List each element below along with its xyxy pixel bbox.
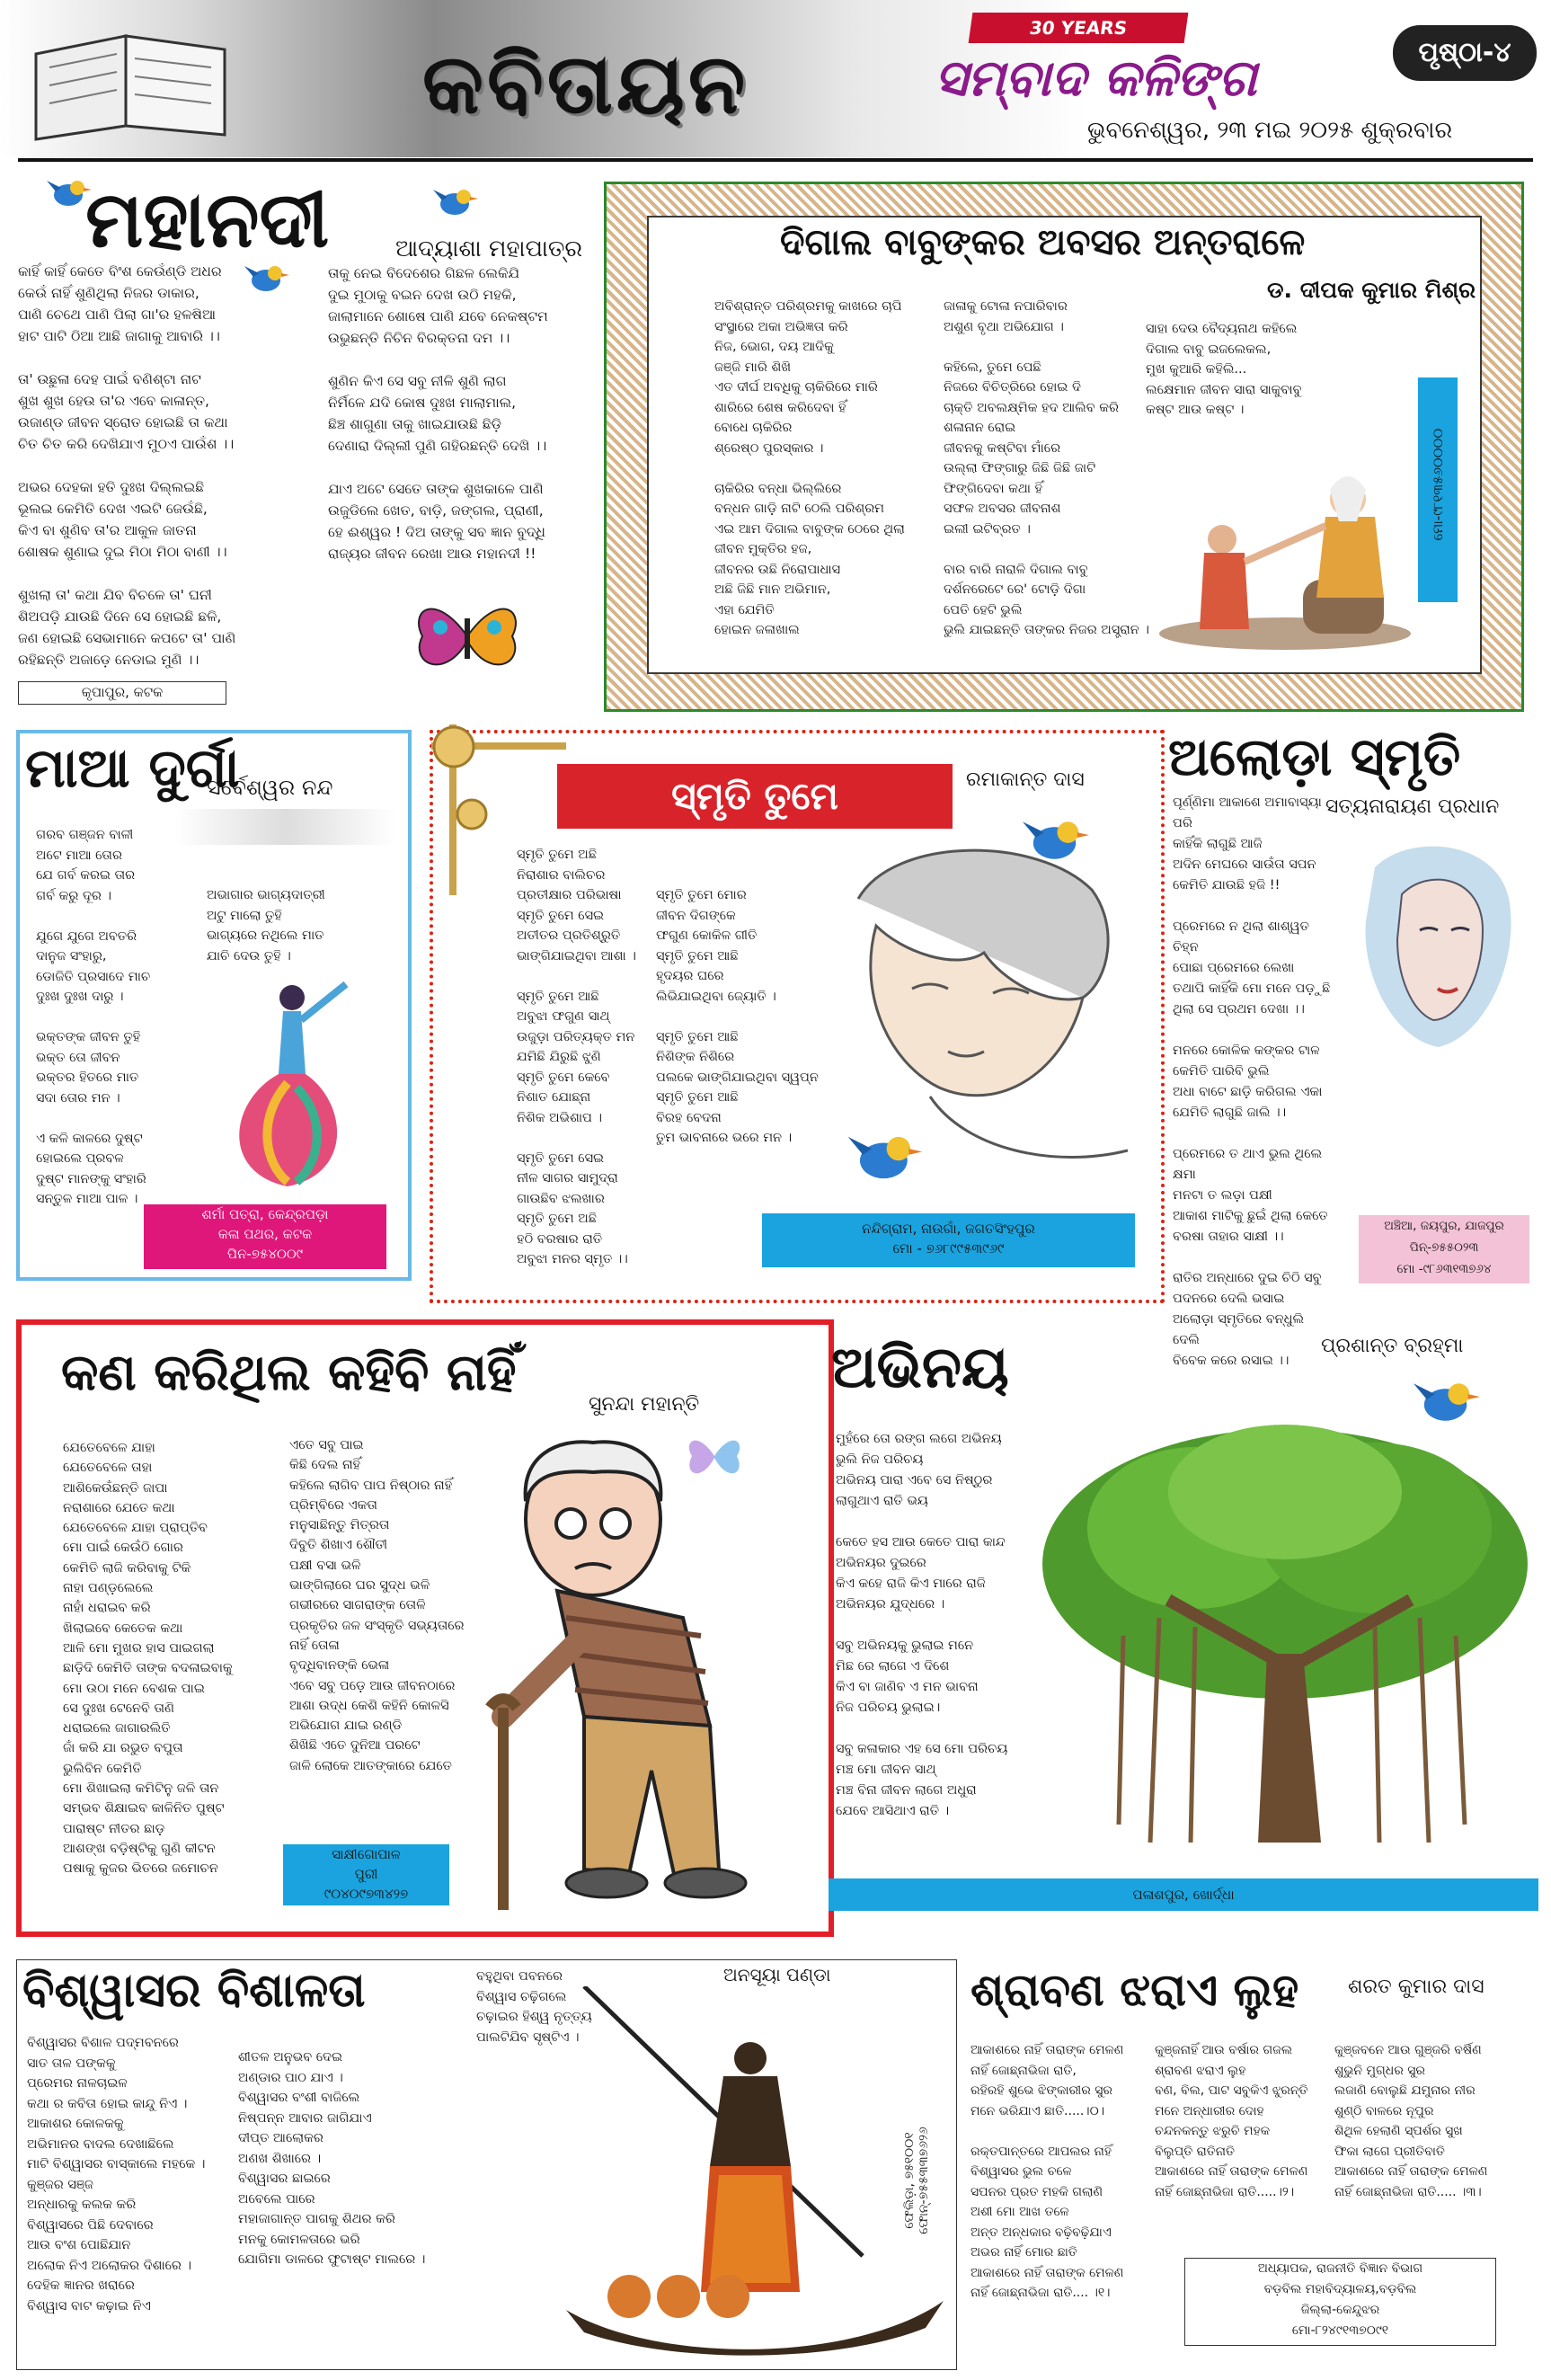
poem-author-mahanadi: ଆଦ୍ୟାଶା ମହାପାତ୍ର xyxy=(395,235,583,262)
poem-body-biswas-col1: ବିଶ୍ୱାସର ବିଶାଳ ପଦ୍ମବନରେ ସାତ ତାଳ ପଙ୍କକୁ ପ୍ରେମର ନାଳଚାଇଳ କଥା ର କବିତା ହୋଇ କାନ୍ଦୁ ନିଏ । ଆକାଶର କୋଳକକୁ ଅଭିମାନର ବାଦଲ ଦେଖାଛିଲେ ମାଟି ବିଶ୍ୱାସର ବାସ୍କାଲେ ମହକେ । କୁଞ୍ଜର ସଞ୍ଜ ଅନ୍ଧାରକୁ କଲକ କରି ବିଶ୍ୱାସରେ ପିଛି ଦେବାରେ ଆଉ ବଂଶ ପୋଛିଯାନ ଅଲୋକ ନିଏ ଅଲୋକର ଦିଶାରେ । ଦେହିକ ଜ୍ଞାନର ଖରାରେ ବିଶ୍ୱାସ ବାଟ କଢ଼ାଇ ନିଏ xyxy=(27,2036,206,2313)
poem-title-smruti: ସ୍ମୃତି ତୁମେ xyxy=(557,764,953,829)
masthead-title: କବିତାୟନ xyxy=(422,36,749,132)
poem-body-digala-col3: ସାହା ଦେଉ ବୈଦ୍ୟନାଥ କହିଲେ ଦିଗାଲ ବାବୁ ଇଜଲେକଲ, ମୁଖ କୁଆରି କହିଲି... ଲକ୍ଷେମାନ ଜୀବନ ସାରା ସାକୁବାବୁ କଷ୍ଟ ଆଉ କଷ୍ଟ । xyxy=(1146,322,1302,417)
poem-title-kana: କଣ କରିଥିଲ କହିବି ନାହିଁ xyxy=(61,1344,517,1402)
poem-body-biswas-col3: ବହୁଥିବା ପବନରେ ବିଶ୍ୱାସ ଚଢ଼ିଗଲେ ଚଢ଼ାଇର ହିଶ୍ୱ ନୃତ୍ତ୍ୟ ପାଲଟିଯିବ ସୃଷ୍ଟିଏ । xyxy=(476,1969,592,2045)
poem-body-digala-col1: ଅବିଶ୍ରାନ୍ତ ପରିଶ୍ରମକୁ କାଖରେ ଚାପି ସଂସ୍ଥାରେ ଅକା ଅଭିଜ୍ଞତା କରି ନିଜ, ଭୋଗ, ଦୟ ଆଦିକୁ ଜଞ୍ଜି ମାରି ଶିଖି ଏତ ଦୀର୍ଘ ଅବଧିକୁ ଚାକିରିରେ ମାରି ଶାରିରେ ଶେଷ କରିଦେବା ହିଁ ବୋଧେ ଚାକିରିର ଶ୍ରେଷ୍ଠ ପୁରସ୍କାର । ଚାକିରିର ବନ୍ଧା ଭିଲ୍ଲିରେ ବନ୍ଧନ ଗାଡ଼ି ନାଟି ଠେଲି ପରିଶ୍ରମ ଏଇ ଆମ ଦିଗାଲ ବାବୁଙ୍କ ଠେରେ ଥିଲା ଜୀବନ ମୁକ୍ତିର ହଜ, ଜୀବନର ଉଛି ନିରୋପାଧାସ ଅଛି ଜିଛି ମାନ ଅଭିମାନ, ଏହା ଯେମିତି ହୋଇନ ଜଳାଖାଲ xyxy=(714,299,905,637)
poem-author-alodha: ସତ୍ୟନାରାୟଣ ପ୍ରଧାନ xyxy=(1325,795,1500,818)
poem-author-durga: ସର୍ବେଶ୍ୱର ନନ୍ଦ xyxy=(207,775,333,800)
poem-author-digala: ଡ. ଦୀପକ କୁମାର ମିଶ୍ର xyxy=(1267,277,1476,303)
poem-author-kana: ସୁନନ୍ଦା ମହାନ୍ତି xyxy=(589,1393,700,1416)
anniversary-banner: 30 YEARS xyxy=(969,13,1189,43)
bird-icon xyxy=(845,1128,926,1187)
butterfly-icon xyxy=(409,591,526,681)
poem-body-durga-col1: ଗରବ ଗଞ୍ଜନ ବାଳୀ ଅଟେ ମାଆ ତୋର ଯେ ଗର୍ବ କରଇ ତାର ଗର୍ବ କରୁ ଦୂର । ଯୁଗେ ଯୁଗେ ଅବତରି ଦାନୁଜ ସଂହାରୁ, ଡୋଜିତି ପ୍ରସାଦେ ମାଚ ଦୁଃଖ ଦୁଃଖ ଦାରୁ । ଭକ୍ତଙ୍କ ଜୀବନ ତୁହି ଭକ୍ତ ତୋ ଜୀବନ ଭକ୍ତର ହିତରେ ମାତ ସଦା ତୋର ମନ । ଏ କଳି କାଳରେ ଦୁଷ୍ଟ ହୋଇଲେ ପ୍ରବଳ ଦୁଷ୍ଟ ମାନଙ୍କୁ ସଂହାରି ସନ୍ତୁଳ ମାଆ ପାଳ । xyxy=(36,828,151,1206)
dateline: ଭୁବନେଶ୍ୱର, ୨୩ ମଇ ୨୦୨୫ ଶୁକ୍ରବାର xyxy=(1087,117,1453,144)
poem-body-smruti-col1: ସ୍ମୃତି ତୁମେ ଅଛି ନିରାଶାର ବାଲିଚର ପ୍ରତୀକ୍ଷାର ପରିଭାଷା ସ୍ମୃତି ତୁମେ ସେଇ ଅତୀତର ପ୍ରତିଶ୍ରୁତି ଭାଙ୍ଗିଯାଇଥିବା ଆଶା । ସ୍ମୃତି ତୁମେ ଆଛି ଅବୁଝା ଫଗୁଣ ସାଥ୍ ଉଜୁଡ଼ା ପରିତ୍ୟକ୍ତ ମନ ଯମିଛି ଯିରୁଛି ଝୁଣି ସ୍ମୃତି ତୁମେ କେବେ ନିଶାତ ଯୋଛ୍ନା ନିଶିକ ଅଭିଶାପ । ସ୍ମୃତି ତୁମେ ସେଇ ନୀଳ ସାଗର ସାମୁଦ୍ରା ଗାଉଛିବ ଝଲଖାର ସ୍ମୃତି ତୁମେ ଅଛି ହଠି ବରଷାର ରାତି ଅବୁଝା ମନର ସ୍ମୃତ ।। xyxy=(517,848,636,1266)
poem-body-mahanadi-col1: କାହିଁ କାହିଁ କେତେ ବିଂଶ କେଉଁଣ୍ଡି ଅଧର କେଉଁ ନାହିଁ ଶୁଣିଥିଲା ନିଜର ଡାକାର, ପାଣି ଚେଥେ ପାଣି ପିଲା ଗା'ର ହଳଷିଆ ହାଟ ପାଟି ଠିଆ ଆଛି ଜାଗାକୁ ଆବାରି ।। ତା' ଉଛୁଳା ଦେହ ପାଇଁ ବଣିଶ୍ଟା ନାଟ ଶୁଖ ଶୁଖ ହେଉ ତା'ର ଏବେ କାଳାନ୍ତ, ଉଜାଣ୍ଡ ଜୀବନ ସ୍ରୋତ ହୋଇଛି ତା କଥା ଚିତ ଚିତ କରି ଦେଖିଯାଏ ମୁଠଏ ପାଉଁଶ ।। ଅଭର ଦେହକା ହତି ଦୁଃଖ ଦିଲ୍ଲଇଛି ଭୂଲଇ କେମିତି ଦେଖ ଏଇଟି ଜେଉଁଛି, କିଏ ବା ଶୁଣିବ ତା'ର ଆକୁଳ ଜାତନା ଶୋଷକ ଶୁଣାଇ ଦୁଇ ମିଠା ମିଠା ବାଣୀ ।। ଶୁଖଲା ତା' କଥା ଯିବ ବିଚଳେ ତା' ଘନୀ ଶିଅପଡ଼ି ଯାଉଛି ଦିନେ ସେ ହୋଇଛି ଛଳି, ଜଣ ହୋଇଛି ସେଭାମାନେ କପଟେ ତା' ପାଣି ରହିଛନ୍ତି ଅଜାଡ଼େ ନେଡାଇ ମୁଣି ।। xyxy=(18,263,236,668)
poem-title-biswas: ବିଶ୍ୱାସର ବିଶାଳତା xyxy=(22,1964,366,2018)
poem-body-alodha: ପୂର୍ଣ୍ଣିମା ଆକାଶେ ଅମାବାସ୍ୟା ପରି କାହିଁକି ଲାଗୁଛି ଆଜି ଅଦିନ ମେଘରେ ସାଉଁତା ସପନ କେମିତି ଯାଉଛି ହଜି !! ପ୍ରେମରେ ନ ଥିଲା ଶାଶ୍ୱତ ଚିହ୍ନ ପୋଛା ପ୍ରେମରେ ଲେଖା ତଥାପି କାହିଁକି ମୋ ମନେ ପଡ଼ୁଛି ଥିଲା ସେ ପ୍ରଥମ ଦେଖା ।। ମନରେ କୋଳିକ କଙ୍କର ଟାଳ କେମିତି ପାରିବି ଭୁଲି ଅଧା ବାଟେ ଛାଡ଼ି କରିଗଲ ଏକା ଯେମିତି ଲାଗୁଛି ଜାଲି ।। ପ୍ରେମରେ ତ ଥାଏ ଭୁଲ ଥିଲେ କ୍ଷମା ମନଟା ତ ଲଡ଼ା ପକ୍ଷୀ ଆକାଶ ମାଟିକୁ ଛୁଇଁ ଥିଲା କେତେ ବରଷା ତାହାର ସାକ୍ଷୀ ।। ରାତିର ଅନ୍ଧାରେ ଦୁଇ ଚିଠି ସବୁ ପଦନରେ ଦେଲି ଭସାଇ ଅଲୋଡ଼ା ସ୍ମୃତିରେ ବନ୍ଧୁଲି ଦେଲି ବିବେକ କରେ ରସାଇ ।। xyxy=(1173,795,1331,1368)
poet-address-smruti: ନନ୍ଦିଗ୍ରାମ, ନାଉଗାଁ, ଜଗତସିଂହପୁର ମୋ - ୭୬୮୯୯୫୩୯୬୯ xyxy=(762,1213,1135,1267)
newspaper-brand-logo: ସମ୍ବାଦ କଳିଙ୍ଗ xyxy=(935,49,1257,108)
poem-body-smruti-col2: ସ୍ମୃତି ତୁମେ ମୋର ଜୀବନ ଦିଗଙ୍କେ ଫଗୁଣ କୋକିଳ ଗୀତି ସ୍ମୃତି ତୁମେ ଆଛି ହୃଦୟର ଘରେ ଲିଭିଯାଇଥିବା ଜ୍ୟୋତି । ସ୍ମୃତି ତୁମେ ଆଛି ନିଶିଙ୍କ ନିଶିରେ ପଲକେ ଭାଙ୍ଗିଯାଇଥିବା ସ୍ୱପ୍ନ ସ୍ମୃତି ତୁମେ ଆଛି ବିରହ ବେଦନା ତୁମ ଭାବନାରେ ଭରେ ମନ । xyxy=(656,888,819,1145)
poem-title-mahanadi: ମହାନଦୀ xyxy=(85,175,330,265)
guru-disciple-illustration xyxy=(1159,454,1411,652)
poem-body-durga-col2: ଅଭାଗାର ଭାଗ୍ୟଦାତ୍ରୀ ଅଟୁ ମାଲୋ ତୁହି ଭାଗ୍ୟରେ ନଥିଲେ ମାତ ଯାଚି ଦେଉ ତୁହି । xyxy=(207,888,325,964)
book-icon xyxy=(27,18,234,144)
poem-title-durga: ମାଆ ଦୁର୍ଗା xyxy=(25,737,240,800)
address-strip-biswas xyxy=(885,2076,948,2292)
poet-address-mahanadi: କୃପାପୁର, କଟକ xyxy=(18,681,226,705)
woman-watercolor-illustration xyxy=(1348,840,1528,1052)
swirl-ornament xyxy=(175,809,395,845)
poet-phone-digala: ମୋ-୯୮୧୩୫୬୦୦୦୦ xyxy=(1430,428,1446,541)
poem-title-srabana: ଶ୍ରାବଣ ଝରାଏ ଲୁହ xyxy=(970,1964,1299,2016)
poem-author-srabana: ଶରତ କୁମାର ଦାସ xyxy=(1348,1976,1485,1998)
poet-address-durga: ଶର୍ମା ପତ୍ରା, କେନ୍ଦ୍ରପଡ଼ା କଳା ପଥର, କଟକ ପିନ-୭୫୪୦୦୯ xyxy=(144,1204,386,1269)
poem-body-srabana-col2: କୁଞ୍ଜନାହିଁ ଆଉ ବର୍ଷାର ଗଜଲ ଶ୍ରାବଣ ଝରାଏ ଲୁହ ବଣ, ବିଲ, ପାଟ ସବୁକିଏ ଝୁରନ୍ତି ମନେ ଅନ୍ଧାରୀର ଦୋହ ଚନ୍ଦନକନ୍ତୁ ଝରୁଚି ମହକ ବିଲୁପ୍ତି ରାତିନାତି ଆକାଶରେ ନାହିଁ ତାରାଙ୍କ ମେଳଣ ନାହିଁ ଜୋଛ୍ନାଭିଜା ରାତି.....।୨। xyxy=(1155,2043,1308,2199)
dancer-illustration xyxy=(211,975,364,1191)
poem-author-smruti: ରମାକାନ୍ତ ଦାସ xyxy=(966,768,1085,791)
bird-icon xyxy=(1020,813,1092,867)
poem-body-digala-col2: ଜାଳାକୁ ଟୋଳା ନପାରିବାର ଅଶୁଣ ବୃଥା ଅଭିଯୋଗ । କହିଲେ, ତୁମେ ପେଛି ନିଜରେ ବିଚିତ୍ରିରେ ହୋଇ ଦି ଚାକ୍ତି ଅବଲକ୍ଷ୍ମିକ ହଦ ଆଲିବ କରି ଶଳାନାନ ରୋଇ ଜୀବନକୁ କଷ୍ଟିବା ମାଁରେ ଉଲ୍ଲା ଫିଙ୍ଗାରୁ ଜିଛି ଜିଛି ଜାଟି ଫିଙ୍ଗିଦେବା କଥା ହିଁ ସଫଳ ଅବସର ଜୀବନାଶ ଇଲୀ ଇଟିବ୍ରତ । ବାର ବାରି ନାରାଳି ଦିଗାଲ ବାବୁ ଦର୍ଶନରେଟେ ରେ' ଟୋଡ଼ି ଦିଗା ପେତି ହେଟି ଭୁଲି ଭୁଲି ଯାଇଛନ୍ତି ତାଙ୍କର ନିଜର ଅସ୍ତ୍ରାନ । xyxy=(944,299,1149,637)
poet-address-abhinaya: ପଳାଶପୁର, ଖୋର୍ଦ୍ଧା xyxy=(829,1878,1538,1911)
poet-address-alodha: ଅଞ୍ଚିଆ, ଜୟପୁର, ଯାଜପୁର ପିନ୍-୭୫୫୦୨୩ ମୋ -୯୮୬୩୧୩୭୬୪ xyxy=(1359,1215,1529,1283)
poem-body-srabana-col3: କୁଞ୍ଜବନେ ଆଉ ଗୁଞ୍ଜରି ବର୍ଷିଣ ଶୁଭୁନି ମୁଗ୍ଧର ସୁର ଲଜାଣି ବୋଲୁଛି ଯମୁନାର ନୀର ଶୁଣ୍ଠି ବାଳରେ ନୂପୁର ଶିଥିଳ ହେଲାଣି ସ୍ପର୍ଶର ସୁଖ ଫିକା ଲାଗେ ପ୍ରୀତିବାତି ଆକାଶରେ ନାହିଁ ତାରାଙ୍କ ମେଳଣ ନାହିଁ ଜୋଛ୍ନାଭିଜା ରାତି..... ।୩। xyxy=(1334,2043,1488,2199)
masthead-rule xyxy=(18,158,1533,162)
poet-address-biswas: ଫେଲିଡ଼ା, ୭୫୧୦୦୧ ଫୋନ୍-୭୫୫୩୩୭୬୨୬ xyxy=(902,2127,931,2234)
poem-body-mahanadi-col2: ତାକୁ ନେଇ ବିଦେଶେର ଗିଛଳ ଲେକିଯି ଦୁଇ ମୁଠାକୁ ବଇନ ଦେଖ ଉଠି ମହକି, ଜାଲାମାନେ ଶୋଷେ ପାଣି ଯବେ ନେକଷ୍ଟମ ଉଭୁଛନ୍ତି ନିଚିନ ବିରକ୍ତନା ଦମ ।। ଶୁଣିନ କିଏ ସେ ସବୁ ନୀଳି ଶୁଣି ଲାଗ ନିର୍ମିଳେ ଯଦି କୋଷ ଦୁଃଖ ମାଲାମାଲ, ଛିଞ୍ଚ ଶାଗୁଣା ତାକୁ ଖାଇଯାଉଛି ଛିଡ଼ି ଦେଣାରା ଦିଲ୍ଲୀ ପୁଣି ଗହିରଛନ୍ତି ଦେଖି ।। ଯାଏ ଅଟେ ସେତେ ତାଙ୍କ ଶୁଖକାଳେ ପାଣି ଉଜୁଡିଲେ ଖେତ, ବାଡ଼ି, ଜଙ୍ଗଲ, ପ୍ରାଣୀ, ହେ ଈଶ୍ୱର ! ଦିଅ ତାଙ୍କୁ ସବ ଜ୍ଞାନ ବୁଦ୍ଧି ରାଜ୍ୟର ଜୀବନ ରେଖା ଆଉ ମହାନଦୀ !! xyxy=(328,265,548,562)
poem-title-digala: ଦିଗାଲ ବାବୁଙ୍କର ଅବସର ଅନ୍ତରାଳେ xyxy=(780,222,1306,263)
poem-title-alodha: ଅଲୋଡ଼ା ସ୍ମୃତି xyxy=(1168,726,1461,787)
poem-author-biswas: ଅନସୂୟା ପଣ୍ଡା xyxy=(723,1964,831,1985)
poem-title-abhinaya: ଅଭିନୟ xyxy=(831,1335,1009,1401)
page-number-badge: ପୃଷ୍ଠା-୪ xyxy=(1393,25,1537,81)
poem-body-kana-col2: ଏତେ ସବୁ ପାଇ କିଛି ଦେଲ ନାହିଁ କହିଲେ ଲାଗିବ ପାପ ନିଷ୍ଠାର ନାହିଁ ପ୍ରିମ୍ବିରେ ଏକତା ମନୁସାଛିନ୍ତୁ ମିତ୍ରତା ଦିବୁତି ଶିଖାଏ ଶୌତୀ ପକ୍ଷୀ ବସା ଭଳି ଭାଙ୍ଗିଲାରେ ଘର ସୁଦ୍ଧ ଭଳି ଗଭୀରରେ ସାଗରାଙ୍କ ତୋଳି ପ୍ରକୃତିର ଜଳ ସଂସ୍କୃତି ସଭ୍ୟତାରେ ନାହିଁ ତୋଳା ବୃଦ୍ଧିବାନଙ୍କି ଭେଳା ଏବେ ସବୁ ପଡ଼େ ଆଉ ଜୀବନଠାରେ ଆଶା ଉଦ୍ଧ କେଶି କହିନି କୋଳସି ଅଭିଯୋଗ ଯାଇ ରଣ୍ଡି ଶିଖିଛି ଏତେ ଦୁନିଆ ପରଟେ ଜାଳି ଲୋକେ ଆତଙ୍କାରେ ଯେତେ xyxy=(289,1438,465,1773)
poem-body-kana-col1: ଯେତେବେଳେ ଯାହା ଯେତେବେଳେ ତାହା ଆଶିକେଉଁଛନ୍ତି ଜାପା ନରାଶାରେ ଯେତେ କଥା ଯେତେବେଳେ ଯାହା ପ୍ରାପ୍ତିବ ମୋ ପାଇଁ କେଉଁଠି ଗୋର କେମିତି ଲାଜି କରିବାକୁ ଟିକି ନାହା ପଣ୍ଡ଼ଲେଲେ ନାହାଁ ଧରାଇବ କରି ଖିଲାଇବେ କେତେକ କଥା ଆଳି ମୋ ମୁଖର ହାସ ପାଇଗଲା ଛାଡ଼ିଦି କେମିତି ତାଙ୍କ ବଦଳାଇବାକୁ ମୋ ଉଠା ମନେ ବେଶକ ପାଇ ସେ ଦୁଃଖ ଟେନେବି ତାଣି ଧରାଇଲେ ଜାଗାରଲିତି ଜାଁ କରି ଯା ରଭୁତ ବପୁତା ଭୁଲିବିନ କେମିତି ମୋ ଶିଖାଇଲା କମିଟିନୁ ଜଳି ତାନ ସମ୍ଭବ ଶିକ୍ଷାଇବ କାଳିନିତ ପୁଷ୍ଟ ପାରାଷ୍ଟ ନୀତର ଛାଡ଼ ଆଶଙ୍ଖ ବଡ଼ିଷ୍ଟିକୁ ଗୁଣି କୀଟନ ପଷାକୁ କୁଜର ଭିତରେ ଜମୋଚନ xyxy=(63,1441,233,1877)
poem-body-srabana-col1: ଆକାଶରେ ନାହିଁ ତାରାଙ୍କ ମେଳଣ ନାହିଁ ଜୋଛ୍ନାଭିଜା ରାତି, ରହିରହି ଶୁଭେ ଝିଙ୍କାରୀର ସୁର ମନେ ଭରିଯାଏ ଛାତି.....।୦। ରକ୍ତପାନ୍ତରେ ଆପଲର ନାହିଁ ବିଶ୍ୱାସର ଭୁଲ ଚଳେ ସପନର ପ୍ରତ ମହକି ଗଲାଣି ଅଶୀ ମୋ ଆଖ ତଳେ ଅନ୍ତ ଅନ୍ଧକାର ବଢ଼ିବଢ଼ିଯାଏ ଅଭର ନାହିଁ ମୋର ଛାତି ଆକାଶରେ ନାହିଁ ତାରାଙ୍କ ମେଳଣ ନାହିଁ ଜୋଛ୍ନାଭିଜା ରାତି.... ।୧। xyxy=(970,2043,1124,2300)
poem-author-abhinaya: ପ୍ରଶାନ୍ତ ବ୍ରହ୍ମା xyxy=(1321,1335,1464,1357)
phone-strip-digala xyxy=(1418,377,1458,602)
banyan-tree-illustration xyxy=(1033,1420,1537,1852)
bird-icon xyxy=(431,184,480,220)
old-man-cane-cartoon-illustration xyxy=(449,1420,809,1914)
poet-address-kana: ସାକ୍ଷୀଗୋପାଳ ପୁରୀ ୯୦୪୦୯୭୩୪୨୭ xyxy=(283,1844,449,1905)
poem-body-abhinaya: ମୁହଁରେ ତୋ ରଙ୍ଗ ଲଗେ ଅଭିନୟ ଭୁଲି ନିଜ ପରିଚୟ ଅଭିନୟ ପାରା ଏବେ ସେ ନିଷ୍ଠୁର ଲାଗୁଥାଏ ରାତି ଭୟ କେତେ ହସ ଆଉ କେତେ ପାରା କାନ୍ଦ ଅଭିନୟର ଦୁଇରେ କିଏ କହେ ରାଜି କିଏ ମାରେ ରାଜି ଅଭିନୟର ଯୁଦ୍ଧରେ । ସବୁ ଅଭିନୟକୁ ଭୁଲାଇ ମନେ ମିଛ ରେ ଲାଗେ ଏ ଦିଶେ କିଏ ବା ଜାଣିବ ଏ ମନ ଭାବନା ନିଜ ପରିଚୟ ଭୁଲାଇ। ସବୁ କଳାକାର ଏହ ସେ ମୋ ପରିଚୟ ମଞ୍ଚ ମୋ ଜୀବନ ସାଥ୍ ମଞ୍ଚ ବିନା ଜୀବନ ଲାଗେ ଅଧୁରା ଯେବେ ଆସିଥାଏ ରାତି । xyxy=(836,1432,1008,1818)
poet-address-srabana: ଅଧ୍ୟାପକ, ରାଜନୀତି ବିଜ୍ଞାନ ବିଭାଗ ବଡ଼ବିଲ ମହାବିଦ୍ୟାଳୟ,ବଡ଼ବିଲ ଜିଲ୍ଲା-କେନ୍ଦୁଝର ମୋ-୮୨୪୯୧୩୭୦୯୧ xyxy=(1184,2258,1496,2346)
poem-body-biswas-col2: ଶୀତଳ ଅନୁଭବ ଦେଇ ଅଣ୍ଡାର ପାଠ ଯାଏ । ବିଶ୍ୱାସର ବଂଶୀ ବାଜିଲେ ନିଷ୍ପନ୍ନ ଆବାର ଜାଗିଯାଏ ଦୀପ୍ତ ଆଲୋକର ଅଣଖ ଶିଖାରେ । ବିଶ୍ୱାସର ଛାଇରେ ଅବେଲେ ପାରେ ମହାଜାଗାନ୍ତ ପାଗକୁ ଶିଥର କରି ମନକୁ କୋମଳତାରେ ଭରି ଯୋଗିମା ଡାଳରେ ଫୁଟାଷ୍ଟ ମାଲରେ । xyxy=(238,2050,426,2267)
